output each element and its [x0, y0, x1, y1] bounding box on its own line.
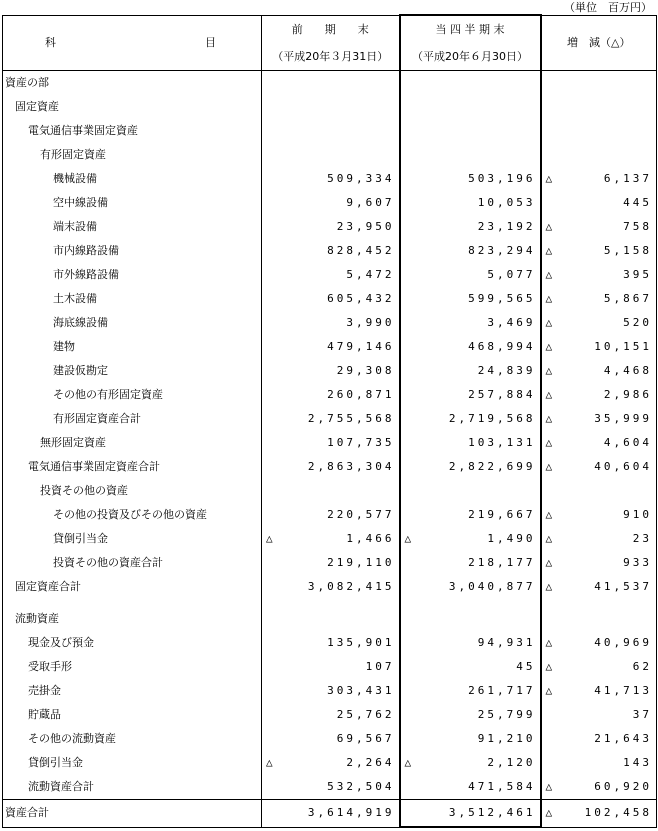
- prev-cell-value: 2,264: [346, 756, 395, 769]
- diff-cell: [541, 263, 657, 287]
- current-cell: [400, 95, 541, 119]
- row-label: その他の流動資産: [3, 727, 262, 751]
- prev-cell: [262, 455, 400, 479]
- diff-cell: [541, 479, 657, 503]
- table-row: [3, 703, 657, 727]
- current-cell: [400, 631, 541, 655]
- row-label: 投資その他の資産: [3, 479, 262, 503]
- current-cell-value: 45: [516, 660, 536, 673]
- prev-cell-value: 220,577: [327, 508, 395, 521]
- diff-cell-value: 445: [623, 196, 652, 209]
- current-cell-value: 91,210: [477, 732, 536, 745]
- row-label: 受取手形: [3, 655, 262, 679]
- prev-period-header: 前 期 末: [262, 15, 400, 43]
- row-label: 売掛金: [3, 679, 262, 703]
- diff-cell: [541, 775, 657, 800]
- negative-mark: △: [545, 780, 553, 793]
- row-label: 電気通信事業固定資産合計: [3, 455, 262, 479]
- diff-cell: [541, 455, 657, 479]
- diff-cell-value: 62: [632, 660, 652, 673]
- diff-cell: [541, 311, 657, 335]
- table-row: [3, 775, 657, 800]
- row-label: 現金及び預金: [3, 631, 262, 655]
- prev-cell-value: 9,607: [346, 196, 395, 209]
- diff-cell: [541, 703, 657, 727]
- prev-cell-value: 23,950: [336, 220, 395, 233]
- diff-cell-value: 143: [623, 756, 652, 769]
- prev-cell-value: 25,762: [336, 708, 395, 721]
- prev-cell-value: 2,755,568: [307, 412, 395, 425]
- diff-cell-value: 2,986: [603, 388, 652, 401]
- prev-cell: [262, 191, 400, 215]
- current-cell: [400, 143, 541, 167]
- current-cell-value: 218,177: [468, 556, 536, 569]
- table-row: [3, 311, 657, 335]
- row-label: [3, 599, 262, 607]
- prev-cell-value: 303,431: [327, 684, 395, 697]
- row-label: 土木設備: [3, 287, 262, 311]
- negative-mark: △: [545, 364, 553, 377]
- negative-mark: △: [545, 268, 553, 281]
- diff-cell: [541, 575, 657, 599]
- diff-cell: [541, 239, 657, 263]
- row-label: 固定資産: [3, 95, 262, 119]
- table-row: [3, 679, 657, 703]
- current-cell: [400, 607, 541, 631]
- row-label: 空中線設備: [3, 191, 262, 215]
- table-row: [3, 479, 657, 503]
- row-label: 端末設備: [3, 215, 262, 239]
- prev-cell-value: 219,110: [327, 556, 395, 569]
- total-row: [3, 800, 657, 828]
- diff-cell-value: 35,999: [594, 412, 652, 425]
- total-prev-cell: [262, 800, 400, 828]
- prev-cell: [262, 71, 400, 96]
- table-row: [3, 287, 657, 311]
- negative-mark: △: [545, 636, 553, 649]
- diff-cell-value: 10,151: [594, 340, 652, 353]
- current-period-date: （平成20年６月30日）: [400, 43, 541, 71]
- prev-cell: [262, 383, 400, 407]
- table-row: [3, 215, 657, 239]
- negative-mark: △: [545, 292, 553, 305]
- header-row: [3, 15, 657, 43]
- prev-cell: [262, 599, 400, 607]
- row-label: その他の投資及びその他の資産: [3, 503, 262, 527]
- negative-mark: △: [266, 532, 273, 545]
- current-cell: [400, 239, 541, 263]
- prev-cell: [262, 95, 400, 119]
- prev-cell: [262, 359, 400, 383]
- current-cell: [400, 503, 541, 527]
- current-cell: [400, 599, 541, 607]
- current-cell-value: 823,294: [468, 244, 536, 257]
- negative-mark: △: [545, 532, 553, 545]
- diff-cell: [541, 407, 657, 431]
- diff-cell: [541, 71, 657, 96]
- current-cell-value: 103,131: [468, 436, 536, 449]
- prev-cell: [262, 239, 400, 263]
- table-row: [3, 527, 657, 551]
- current-cell: [400, 551, 541, 575]
- prev-cell: [262, 167, 400, 191]
- diff-cell-value: 23: [632, 532, 652, 545]
- current-cell: [400, 775, 541, 800]
- diff-cell: [541, 95, 657, 119]
- diff-cell-value: 5,867: [603, 292, 652, 305]
- current-cell-value: 5,077: [487, 268, 536, 281]
- diff-cell-value: 60,920: [594, 780, 652, 793]
- negative-mark: △: [545, 436, 553, 449]
- row-label: 資産の部: [3, 71, 262, 96]
- row-label: 無形固定資産: [3, 431, 262, 455]
- current-cell-value: 24,839: [477, 364, 536, 377]
- diff-cell-value: 41,537: [594, 580, 652, 593]
- current-cell-value: 261,717: [468, 684, 536, 697]
- unit-label: （単位 百万円）: [564, 1, 652, 14]
- prev-cell: [262, 655, 400, 679]
- row-label: 機械設備: [3, 167, 262, 191]
- prev-cell: [262, 727, 400, 751]
- row-label: 流動資産: [3, 607, 262, 631]
- current-cell: [400, 527, 541, 551]
- diff-cell-value: 6,137: [603, 172, 652, 185]
- diff-cell-value: 37: [632, 708, 652, 721]
- current-cell-value: 10,053: [477, 196, 536, 209]
- current-cell: [400, 335, 541, 359]
- prev-period-date: （平成20年３月31日）: [262, 43, 400, 71]
- current-cell: [400, 655, 541, 679]
- diff-cell: [541, 143, 657, 167]
- table-row: [3, 359, 657, 383]
- prev-cell-value: 509,334: [327, 172, 395, 185]
- current-cell-value: 23,192: [477, 220, 536, 233]
- row-label: 流動資産合計: [3, 775, 262, 800]
- current-cell-value: 219,667: [468, 508, 536, 521]
- diff-cell-value: 5,158: [603, 244, 652, 257]
- total-diff-cell: [541, 800, 657, 828]
- table-row: [3, 119, 657, 143]
- diff-cell: [541, 431, 657, 455]
- diff-cell-value: 933: [623, 556, 652, 569]
- diff-cell: [541, 287, 657, 311]
- negative-mark: △: [545, 460, 553, 473]
- row-label: 建設仮勘定: [3, 359, 262, 383]
- table-row: [3, 335, 657, 359]
- current-cell: [400, 71, 541, 96]
- table-row: [3, 551, 657, 575]
- current-cell-value: 2,120: [487, 756, 536, 769]
- table-row: [3, 751, 657, 775]
- negative-mark: △: [404, 532, 412, 545]
- prev-cell: [262, 503, 400, 527]
- table-row: [3, 503, 657, 527]
- row-label: 市内線路設備: [3, 239, 262, 263]
- total-prev-cell-value: 3,614,919: [307, 806, 395, 820]
- prev-cell-value: 3,990: [346, 316, 395, 329]
- current-cell: [400, 407, 541, 431]
- prev-cell: [262, 335, 400, 359]
- prev-cell: [262, 431, 400, 455]
- prev-cell: [262, 263, 400, 287]
- diff-cell-value: 910: [623, 508, 652, 521]
- subject-header: [3, 15, 262, 71]
- row-label: 固定資産合計: [3, 575, 262, 599]
- prev-cell-value: 69,567: [336, 732, 395, 745]
- table-row: [3, 95, 657, 119]
- row-label: 貯蔵品: [3, 703, 262, 727]
- row-label: 建物: [3, 335, 262, 359]
- table-row: [3, 607, 657, 631]
- diff-cell-value: 40,604: [594, 460, 652, 473]
- prev-cell: [262, 407, 400, 431]
- prev-cell: [262, 679, 400, 703]
- prev-cell-value: 3,082,415: [307, 580, 395, 593]
- table-row: [3, 575, 657, 599]
- table-row: [3, 383, 657, 407]
- prev-cell: [262, 119, 400, 143]
- row-label: 有形固定資産: [3, 143, 262, 167]
- prev-cell: [262, 143, 400, 167]
- prev-cell-value: 107: [365, 660, 395, 673]
- negative-mark: △: [545, 556, 553, 569]
- row-label: 貸倒引当金: [3, 751, 262, 775]
- negative-mark: △: [545, 388, 553, 401]
- current-cell: [400, 455, 541, 479]
- current-cell: [400, 479, 541, 503]
- current-cell: [400, 431, 541, 455]
- diff-cell: [541, 191, 657, 215]
- current-cell-value: 468,994: [468, 340, 536, 353]
- diff-cell: [541, 503, 657, 527]
- row-label: 投資その他の資産合計: [3, 551, 262, 575]
- prev-cell: [262, 703, 400, 727]
- diff-cell: [541, 607, 657, 631]
- row-label: その他の有形固定資産: [3, 383, 262, 407]
- current-cell: [400, 119, 541, 143]
- table-row: [3, 407, 657, 431]
- diff-cell: [541, 335, 657, 359]
- negative-mark: △: [545, 244, 553, 257]
- diff-cell-value: 4,468: [603, 364, 652, 377]
- diff-cell: [541, 551, 657, 575]
- total-current-cell: [400, 800, 541, 828]
- negative-mark: △: [545, 806, 553, 820]
- prev-cell-value: 260,871: [327, 388, 395, 401]
- diff-cell: [541, 599, 657, 607]
- negative-mark: △: [545, 412, 553, 425]
- prev-cell: [262, 527, 400, 551]
- table-row: [3, 239, 657, 263]
- negative-mark: △: [545, 340, 553, 353]
- current-cell: [400, 383, 541, 407]
- diff-cell-value: 40,969: [594, 636, 652, 649]
- diff-cell: [541, 383, 657, 407]
- current-cell-value: 471,584: [468, 780, 536, 793]
- prev-cell: [262, 287, 400, 311]
- current-cell: [400, 751, 541, 775]
- negative-mark: △: [545, 660, 553, 673]
- table-row: [3, 631, 657, 655]
- table-row: [3, 143, 657, 167]
- row-label: 電気通信事業固定資産: [3, 119, 262, 143]
- total-diff-cell-value: 102,458: [584, 806, 652, 820]
- prev-cell: [262, 479, 400, 503]
- negative-mark: △: [266, 756, 273, 769]
- current-cell: [400, 215, 541, 239]
- prev-cell-value: 479,146: [327, 340, 395, 353]
- diff-cell: [541, 631, 657, 655]
- current-cell: [400, 703, 541, 727]
- prev-cell: [262, 775, 400, 800]
- prev-cell: [262, 551, 400, 575]
- total-label: 資産合計: [3, 800, 262, 828]
- subject-header-left: 科: [45, 36, 56, 50]
- row-label: 市外線路設備: [3, 263, 262, 287]
- current-cell: [400, 727, 541, 751]
- prev-cell-value: 1,466: [346, 532, 395, 545]
- negative-mark: △: [404, 756, 412, 769]
- diff-cell: [541, 215, 657, 239]
- diff-cell-value: 520: [623, 316, 652, 329]
- table-row: [3, 455, 657, 479]
- prev-cell: [262, 631, 400, 655]
- current-cell: [400, 167, 541, 191]
- negative-mark: △: [545, 580, 553, 593]
- current-cell: [400, 679, 541, 703]
- current-cell-value: 3,469: [487, 316, 536, 329]
- table-row: [3, 71, 657, 96]
- prev-cell-value: 5,472: [346, 268, 395, 281]
- diff-cell-value: 4,604: [603, 436, 652, 449]
- diff-cell-value: 758: [623, 220, 652, 233]
- current-cell-value: 1,490: [487, 532, 536, 545]
- negative-mark: △: [545, 172, 553, 185]
- negative-mark: △: [545, 220, 553, 233]
- diff-cell: [541, 167, 657, 191]
- prev-cell-value: 135,901: [327, 636, 395, 649]
- balance-sheet-table: [2, 14, 657, 828]
- table-row: [3, 655, 657, 679]
- diff-cell: [541, 679, 657, 703]
- negative-mark: △: [545, 316, 553, 329]
- negative-mark: △: [545, 684, 553, 697]
- row-label: 貸倒引当金: [3, 527, 262, 551]
- total-current-cell-value: 3,512,461: [448, 806, 536, 819]
- table-row: [3, 599, 657, 607]
- row-label: 海底線設備: [3, 311, 262, 335]
- table-row: [3, 727, 657, 751]
- prev-cell: [262, 215, 400, 239]
- row-label: 有形固定資産合計: [3, 407, 262, 431]
- prev-cell: [262, 607, 400, 631]
- diff-cell: [541, 751, 657, 775]
- prev-cell-value: 605,432: [327, 292, 395, 305]
- current-cell-value: 257,884: [468, 388, 536, 401]
- table-row: [3, 167, 657, 191]
- current-cell: [400, 191, 541, 215]
- prev-cell-value: 2,863,304: [307, 460, 395, 473]
- diff-cell: [541, 727, 657, 751]
- current-cell-value: 25,799: [477, 708, 536, 721]
- prev-cell-value: 828,452: [327, 244, 395, 257]
- table-row: [3, 263, 657, 287]
- prev-cell: [262, 575, 400, 599]
- prev-cell: [262, 751, 400, 775]
- current-cell: [400, 359, 541, 383]
- current-cell-value: 94,931: [477, 636, 536, 649]
- diff-cell: [541, 655, 657, 679]
- current-cell-value: 503,196: [468, 172, 536, 185]
- prev-cell-value: 29,308: [336, 364, 395, 377]
- table-row: [3, 431, 657, 455]
- prev-cell-value: 107,735: [327, 436, 395, 449]
- diff-cell: [541, 119, 657, 143]
- prev-cell-value: 532,504: [327, 780, 395, 793]
- diff-cell-value: 41,713: [594, 684, 652, 697]
- diff-header: 増 減（△）: [541, 15, 657, 71]
- current-cell: [400, 311, 541, 335]
- diff-cell-value: 21,643: [594, 732, 652, 745]
- current-cell: [400, 287, 541, 311]
- diff-cell-value: 395: [623, 268, 652, 281]
- current-period-header: 当 四 半 期 末: [400, 15, 541, 43]
- current-cell-value: 2,822,699: [448, 460, 536, 473]
- diff-cell: [541, 527, 657, 551]
- current-cell: [400, 575, 541, 599]
- prev-cell: [262, 311, 400, 335]
- current-cell-value: 3,040,877: [448, 580, 536, 593]
- negative-mark: △: [545, 508, 553, 521]
- current-cell-value: 2,719,568: [448, 412, 536, 425]
- current-cell: [400, 263, 541, 287]
- current-cell-value: 599,565: [468, 292, 536, 305]
- table-row: [3, 191, 657, 215]
- subject-header-right: 目: [205, 36, 216, 50]
- diff-cell: [541, 359, 657, 383]
